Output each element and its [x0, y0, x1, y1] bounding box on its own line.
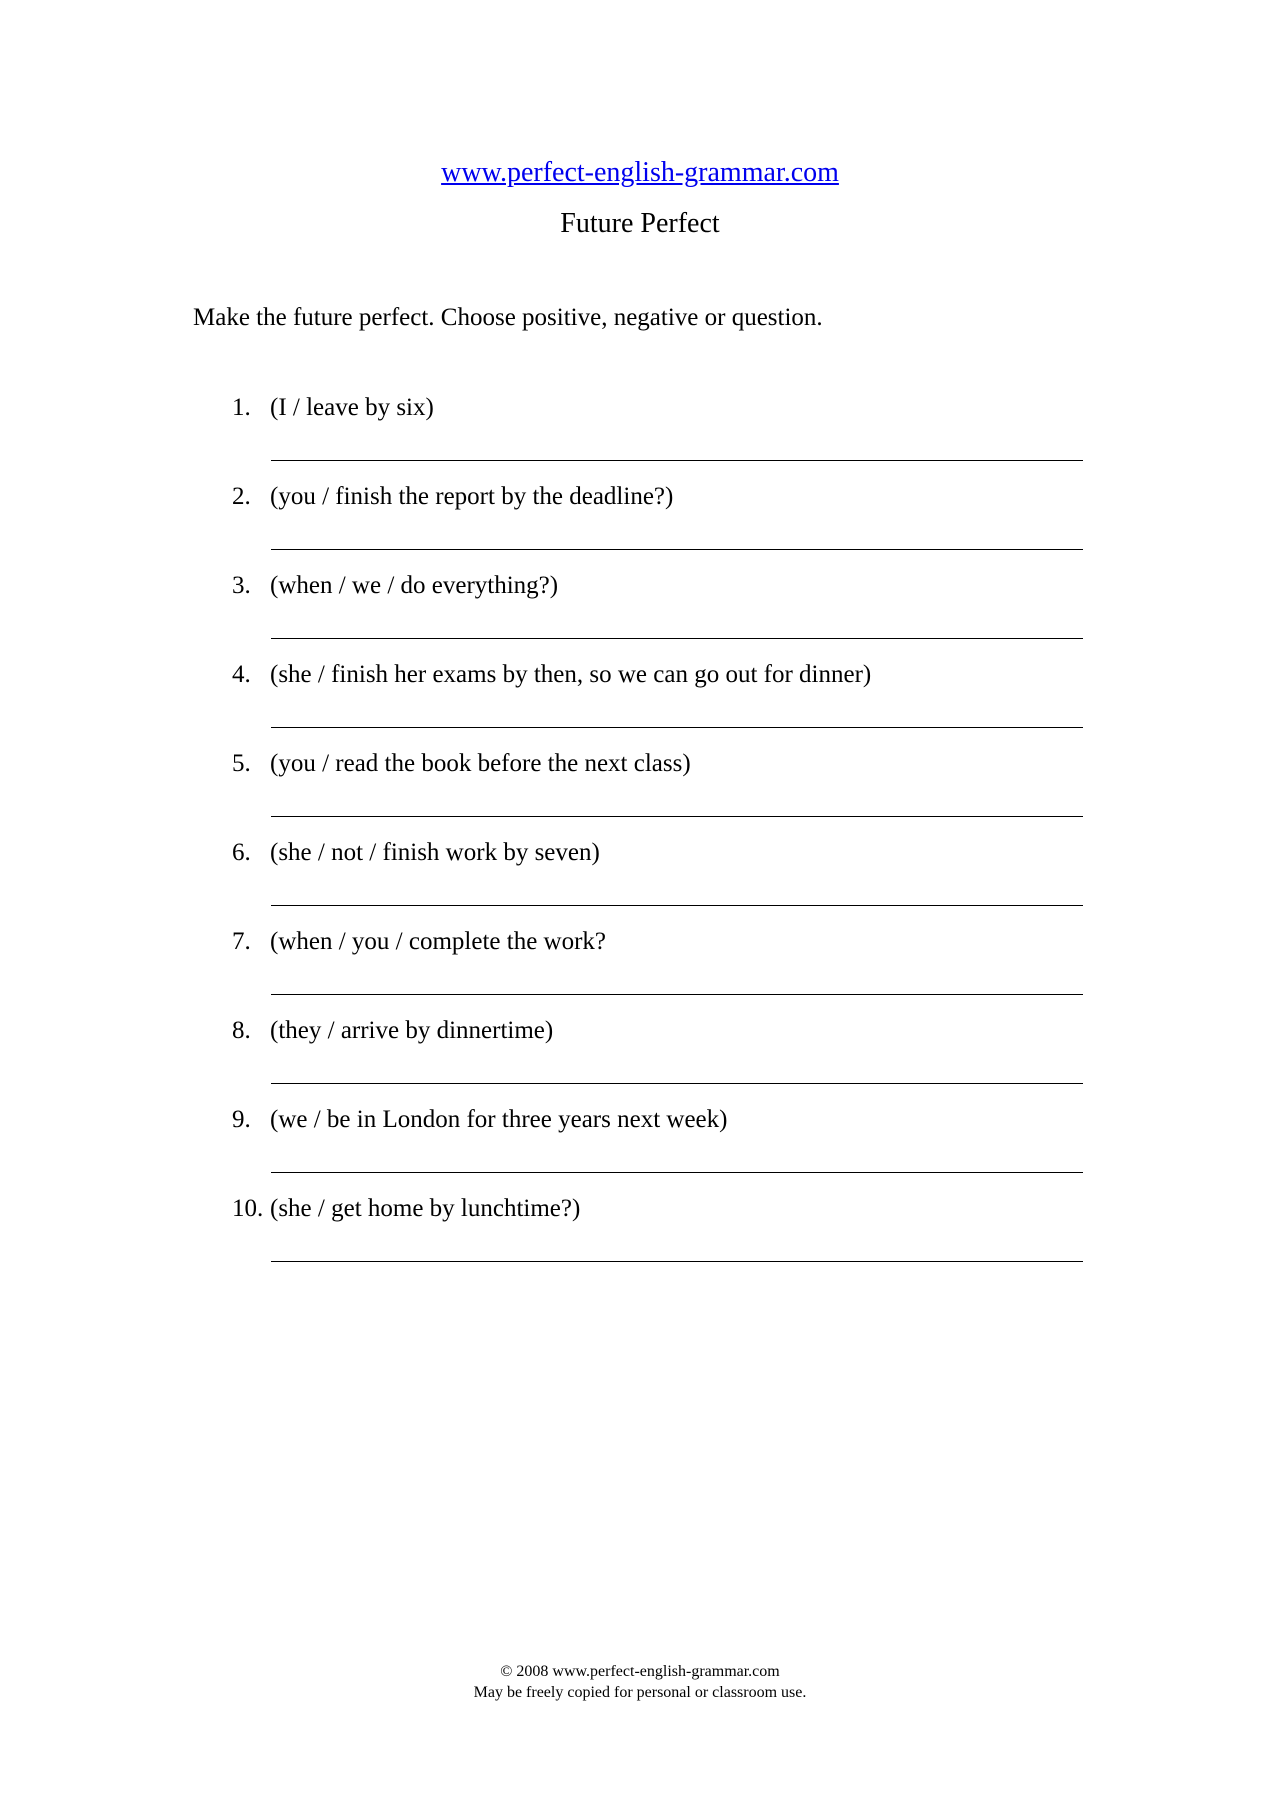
- exercise-prompt: (you / read the book before the next class): [270, 750, 691, 777]
- exercise-number: 7.: [232, 928, 251, 955]
- exercise-item: [0, 392, 1280, 481]
- exercise-number: 3.: [232, 572, 251, 599]
- exercise-item: [0, 837, 1280, 926]
- exercise-item: [0, 748, 1280, 837]
- exercise-prompt: (she / not / finish work by seven): [270, 839, 600, 866]
- copyright-notice: © 2008 www.perfect-english-grammar.com: [500, 1663, 780, 1680]
- exercise-prompt: (when / you / complete the work?: [270, 928, 607, 955]
- license-notice: May be freely copied for personal or classroom use.: [473, 1684, 807, 1701]
- answer-line[interactable]: [271, 1083, 1083, 1084]
- exercise-number: 4.: [232, 661, 251, 688]
- exercise-prompt: (she / get home by lunchtime?): [270, 1195, 581, 1222]
- exercise-item: [0, 926, 1280, 1015]
- exercise-number: 8.: [232, 1017, 251, 1044]
- answer-line[interactable]: [271, 638, 1083, 639]
- exercise-prompt: (they / arrive by dinnertime): [270, 1017, 554, 1044]
- exercise-number: 1.: [232, 394, 251, 421]
- exercise-prompt: (I / leave by six): [270, 394, 434, 421]
- page-title: Future Perfect: [560, 208, 720, 239]
- answer-line[interactable]: [271, 1261, 1083, 1262]
- exercise-number: 10.: [232, 1195, 264, 1222]
- instructions: Make the future perfect. Choose positive, negative or question.: [193, 304, 823, 331]
- answer-line[interactable]: [271, 549, 1083, 550]
- answer-line[interactable]: [271, 1172, 1083, 1173]
- exercise-list: [0, 392, 1280, 1282]
- answer-line[interactable]: [271, 460, 1083, 461]
- exercise-item: [0, 659, 1280, 748]
- answer-line[interactable]: [271, 816, 1083, 817]
- footer: [0, 1661, 1280, 1703]
- answer-line[interactable]: [271, 994, 1083, 995]
- exercise-number: 2.: [232, 483, 251, 510]
- answer-line[interactable]: [271, 727, 1083, 728]
- exercise-item: [0, 1193, 1280, 1282]
- exercise-prompt: (you / finish the report by the deadline?): [270, 483, 674, 510]
- exercise-number: 5.: [232, 750, 251, 777]
- exercise-item: [0, 1104, 1280, 1193]
- answer-line[interactable]: [271, 905, 1083, 906]
- exercise-prompt: (when / we / do everything?): [270, 572, 559, 599]
- exercise-item: [0, 481, 1280, 570]
- exercise-prompt: (we / be in London for three years next week): [270, 1106, 728, 1133]
- site-link[interactable]: www.perfect-english-grammar.com: [441, 157, 839, 188]
- exercise-number: 9.: [232, 1106, 251, 1133]
- exercise-number: 6.: [232, 839, 251, 866]
- exercise-prompt: (she / finish her exams by then, so we can go out for dinner): [270, 661, 872, 688]
- exercise-item: [0, 1015, 1280, 1104]
- exercise-item: [0, 570, 1280, 659]
